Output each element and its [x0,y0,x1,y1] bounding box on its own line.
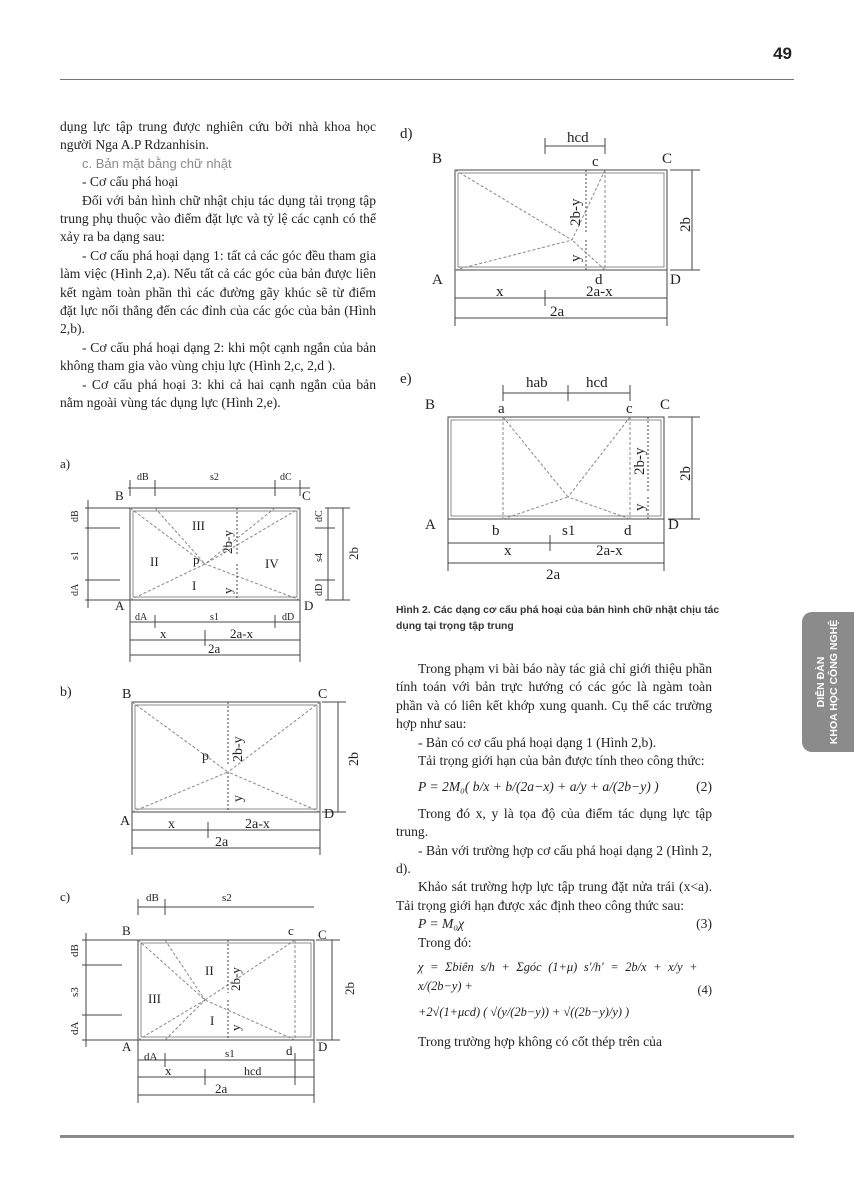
dim-label: dB [137,472,149,483]
side-tab-line: DIỄN ĐÀN [815,656,828,708]
dim-label: dC [314,510,325,522]
side-tab [802,612,854,752]
dim-label: hcd [567,130,589,146]
dim-label: dB [69,944,81,957]
dim-label: 2a [546,567,561,583]
figure-e [400,365,730,585]
figure-tag: c) [60,889,71,904]
dim-label: s3 [69,987,81,997]
corner-label: b [492,523,500,539]
dim-label: s1 [70,551,81,560]
figure-d [400,118,730,333]
dim-label: dB [70,510,81,522]
paragraph: Tải trọng giới hạn của bản được tính theo công thức: [418,753,705,769]
dim-label: 2a-x [230,626,254,641]
footer-rule [60,1135,794,1138]
figure-caption: Hình 2. Các dạng cơ cấu phá hoại của bản hình chữ nhật chịu tác dụng tại trọng tập trung [396,605,720,632]
corner-label: C [660,397,671,413]
dim-label: 2b-y [568,198,584,226]
dim-label: hcd [586,375,608,391]
dim-label: y [231,795,246,802]
dim-label: x [496,284,504,300]
corner-label: D [324,807,335,822]
region-label: I [192,578,197,593]
dim-label: 2b [678,466,694,481]
figure-c [60,885,390,1110]
dim-label: x [165,1063,172,1078]
dim-label: y [228,1024,243,1031]
corner-label: C [318,927,327,942]
corner-label: C [662,151,673,167]
corner-label: A [122,1039,132,1054]
corner-label: C [302,488,311,503]
dim-label: dA [144,1051,158,1063]
corner-label: c [592,154,599,170]
dim-label: dA [70,583,81,596]
dim-label: y [568,254,584,262]
corner-label: d [286,1043,293,1058]
corner-label: D [670,272,681,288]
corner-label: d [624,523,632,539]
dim-label: hcd [244,1064,262,1078]
paragraph: Khảo sát trường hợp lực tập trung đặt nửa trái (x<a). Tải trọng giới hạn được xác định theo công thức sau: [396,879,712,913]
dim-label: dA [69,1021,81,1035]
corner-label: A [425,517,436,533]
dim-label: 2a [550,304,565,320]
corner-label: d [595,272,603,288]
paragraph: dụng lực tập trung được nghiên cứu bởi nhà khoa học người Nga A.P Rdzanhisin. [60,119,376,153]
paragraph: Trong đó x, y là tọa độ của điểm tác dụng lực tập trung. [396,805,712,840]
dim-label: 2b-y [228,967,243,991]
paragraph: - Cơ cấu phá hoại 3: khi cả hai cạnh ngắn của bản nằm ngoài vùng tác dụng lực (Hình 2,e). [60,376,376,411]
region-label: II [205,963,214,978]
equation-number: (4) [697,982,712,997]
paragraph: Trong đó: [418,934,472,950]
header-rule [60,79,794,80]
corner-label: a [498,401,505,417]
dim-label: s2 [222,892,232,904]
equation-2 [418,778,712,796]
dim-label: s1 [225,1048,235,1060]
paragraph: - Cơ cấu phá hoại dạng 1: tất cả các góc đều tham gia làm việc (Hình 2,a). Nếu tất cả các góc của bản được liên kết ngàm toàn phần thì các đường gãy khúc sẽ từ điểm đặt lực nối thẳng đến các đỉnh của các góc của bản (Hình 2,b). [60,247,376,337]
dim-label: dB [146,892,159,904]
equation-body: +2√(1+μcd) ( √(y/(2b−y)) + √((2b−y)/y) ) [418,1004,630,1019]
dim-label: y [220,587,235,594]
load-point-label: p [202,749,209,764]
equation-3 [396,915,712,933]
dim-label: dD [282,612,295,623]
dim-label: 2a [215,1081,228,1096]
dim-label: dC [280,472,292,483]
dim-label: 2b-y [220,530,235,554]
figure-a [60,450,390,670]
region-label: IV [265,556,279,571]
corner-label: D [304,598,314,613]
dim-label: s2 [210,472,219,483]
corner-label: C [318,687,328,702]
equation-body: P = 2M₀( b/x + b/(2a−x) + a/y + a/(2b−y) ) [418,779,659,795]
region-label: I [210,1013,215,1028]
dim-label: 2b [346,547,361,560]
dim-label: 2a-x [245,817,270,832]
paragraph: Trong trường hợp không có cốt thép trên của [418,1034,662,1050]
dim-label: s1 [562,523,576,539]
corner-label: B [122,687,132,702]
dim-label: x [504,543,512,559]
paragraph: - Bản với trường hợp cơ cấu phá hoại dạng 2 (Hình 2, d). [396,842,712,877]
region-label: III [192,518,205,533]
dim-label: 2b-y [632,447,648,475]
paragraph: - Cơ cấu phá hoại [82,174,179,190]
corner-label: A [115,598,125,613]
corner-label: D [318,1039,328,1054]
section-heading: c. Bản mặt bằng chữ nhật [82,155,232,171]
paragraph: Trong phạm vi bài báo này tác giả chỉ giới thiệu phần tính toán với bản trực hướng có các góc là ngàm toàn phần và có liên kết khớp xung quanh. Cụ thể các trường hợp như sau: [396,661,712,732]
dim-label: dD [314,583,325,596]
corner-label: A [120,814,131,829]
equation-number: (3) [696,916,712,932]
dim-label: x [168,817,175,832]
dim-label: dA [135,612,148,623]
corner-label: B [432,151,443,167]
corner-label: c [288,923,294,938]
dim-label: 2a-x [586,284,613,300]
dim-label: 2a [215,835,229,850]
equation-4 [396,958,712,1021]
dim-label: 2b [342,982,357,995]
corner-label: B [115,488,124,503]
figure-tag: a) [60,456,71,471]
dim-label: 2b-y [231,736,246,762]
dim-label: 2a-x [596,543,623,559]
dim-label: 2a [208,641,221,656]
load-point-label: p [193,552,200,567]
dim-label: hab [526,375,548,391]
figure-tag: d) [400,126,413,142]
region-label: II [150,554,159,569]
equation-body: χ = Σbiên s/h + Σgóc (1+μ) s'/h' = 2b/x + x/y + x/(2b−y) + [418,960,698,993]
right-column [396,660,712,1052]
corner-label: A [432,272,443,288]
side-tab-line: KHOA HỌC CÔNG NGHỆ [828,619,841,745]
dim-label: s4 [314,553,325,562]
corner-label: B [122,923,131,938]
dim-label: y [632,503,648,511]
dim-label: s1 [210,612,219,623]
equation-number: (2) [696,779,712,795]
paragraph: - Bản có cơ cấu phá hoại dạng 1 (Hình 2,b). [418,734,657,750]
left-column [60,118,376,413]
paragraph: - Cơ cấu phá hoại dạng 2: khi một cạnh ngắn của bản không tham gia vào vùng chịu lực (Hình 2,c, 2,d ). [60,339,376,374]
dim-label: x [160,626,167,641]
figure-tag: b) [60,685,72,700]
region-label: III [148,991,161,1006]
dim-label: 2b [678,217,694,232]
figure-b [60,680,390,865]
paragraph: Đối với bản hình chữ nhật chịu tác dụng tải trọng tập trung phụ thuộc vào điểm đặt lực và tỷ lệ các cạnh có thể xảy ra ba dạng sau: [60,192,376,245]
corner-label: B [425,397,436,413]
corner-label: D [668,517,679,533]
page-number: 49 [773,44,792,63]
corner-label: c [626,401,633,417]
figure-tag: e) [400,371,412,387]
dim-label: 2b [347,752,362,766]
equation-body: P = M₀χ [418,916,465,932]
